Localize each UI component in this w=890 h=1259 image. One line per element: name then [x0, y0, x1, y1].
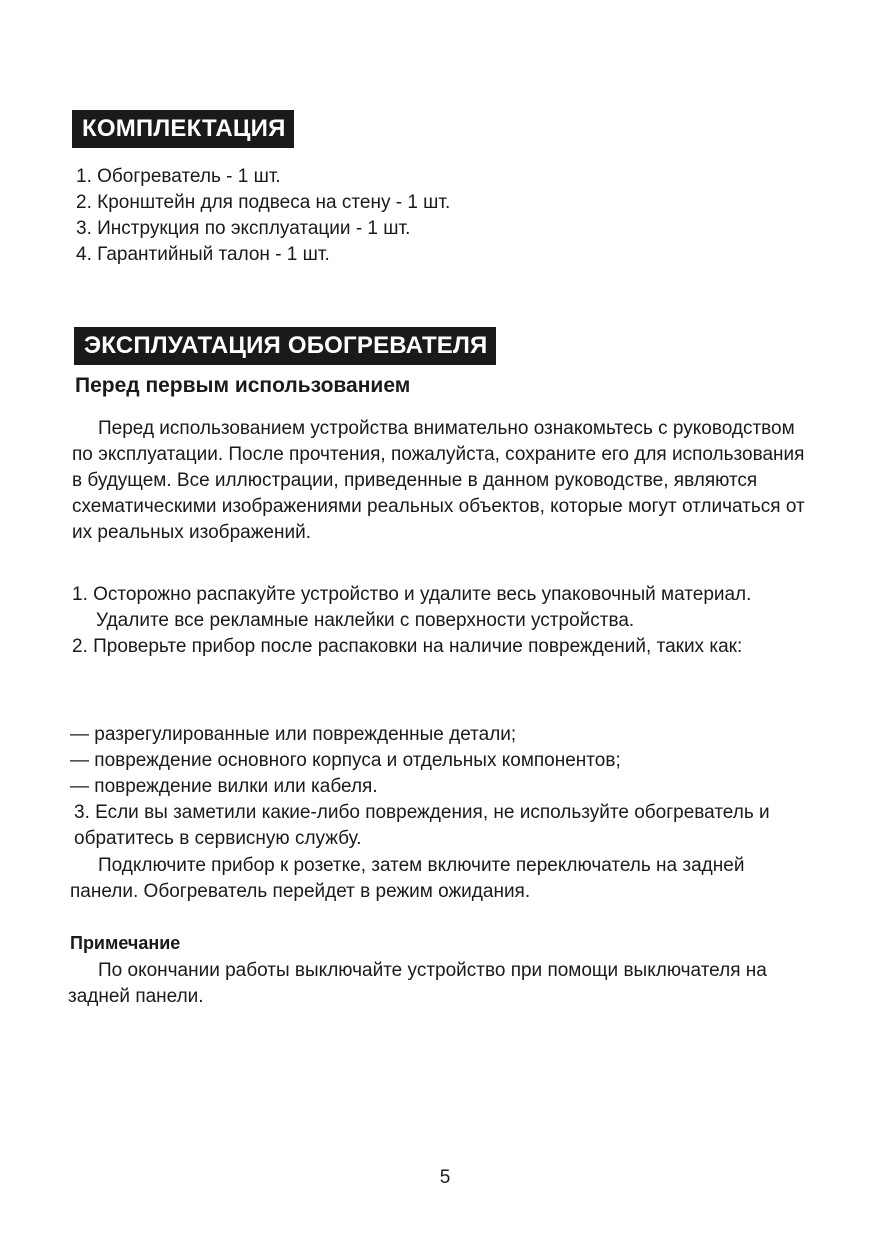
kit-list-item: 2. Кронштейн для подвеса на стену - 1 шт. [76, 192, 451, 213]
note-heading: Примечание [70, 933, 181, 953]
step-item: 2. Проверьте прибор после распаковки на наличие повреждений, таких как: [72, 636, 743, 657]
damage-list-item: — повреждение вилки или кабеля. [70, 776, 378, 797]
before-first-use-heading: Перед первым использованием [75, 374, 411, 397]
kit-list-item: 3. Инструкция по эксплуатации - 1 шт. [76, 218, 411, 239]
steps-list [72, 582, 817, 660]
damage-list-item: — повреждение основного корпуса и отдельных компонентов; [70, 750, 621, 771]
intro-paragraph: Перед использованием устройства внимательно ознакомьтесь с руководством по эксплуатации. После прочтения, пожалуйста, сохраните его для использования в будущем. Все иллюстрации, приведенные в данном руководстве, являются схематическими изображениями реальных объектов, которые могут отличаться от их реальных изображений. [72, 418, 805, 543]
kit-list [76, 164, 796, 268]
kit-list-item: 1. Обогреватель - 1 шт. [76, 166, 281, 187]
kit-section-title: КОМПЛЕКТАЦИЯ [72, 110, 294, 148]
step-item: 1. Осторожно распакуйте устройство и удалите весь упаковочный материал. Удалите все рекламные наклейки с поверхности устройства. [72, 584, 752, 631]
step-3-paragraph: 3. Если вы заметили какие-либо повреждения, не используйте обогреватель и обратитесь в сервисную службу. [74, 802, 770, 849]
damage-list [70, 722, 815, 800]
kit-list-item: 4. Гарантийный талон - 1 шт. [76, 244, 330, 265]
connect-paragraph: Подключите прибор к розетке, затем включите переключатель на задней панели. Обогреватель перейдет в режим ожидания. [70, 855, 745, 902]
note-paragraph: По окончании работы выключайте устройство при помощи выключателя на задней панели. [68, 960, 767, 1007]
page-number: 5 [439, 1167, 451, 1188]
damage-list-item: — разрегулированные или поврежденные детали; [70, 724, 517, 745]
operation-section-title: ЭКСПЛУАТАЦИЯ ОБОГРЕВАТЕЛЯ [74, 327, 496, 365]
